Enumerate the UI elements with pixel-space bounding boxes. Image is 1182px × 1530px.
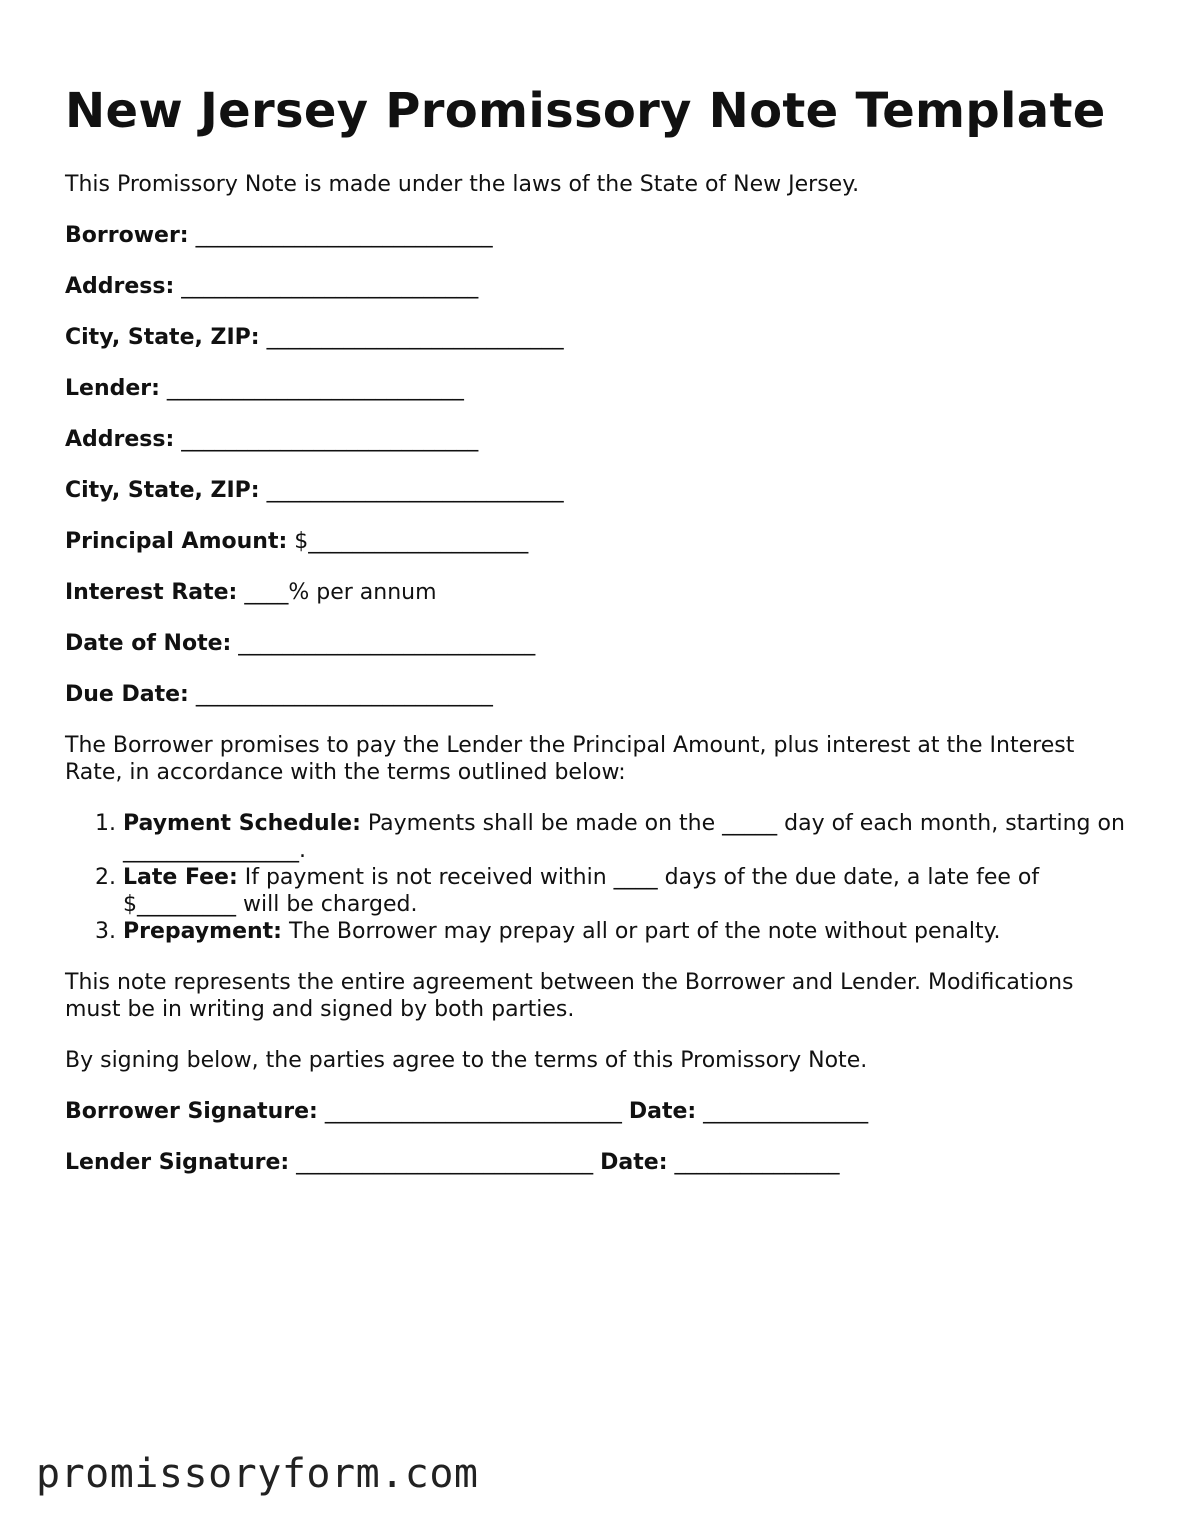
field-date-of-note (65, 630, 1125, 657)
field-blank: ___________________________ (231, 631, 536, 656)
field-lender-address (65, 426, 1125, 453)
terms-list (65, 810, 1125, 945)
field-principal-amount (65, 528, 1125, 555)
field-label: Date of Note: (65, 631, 232, 656)
field-interest-rate (65, 579, 1125, 606)
term-label: Payment Schedule: (123, 811, 361, 836)
field-label: Address: (65, 274, 175, 299)
field-label: City, State, ZIP: (65, 325, 260, 350)
site-watermark: promissoryform.com (36, 1451, 479, 1497)
field-blank: ___________________________ (259, 478, 564, 503)
field-label: Borrower: (65, 223, 189, 248)
term-text: If payment is not received within ____ days of the due date, a late fee of $_________ will be charged. (123, 865, 1040, 917)
term-payment-schedule (123, 810, 1125, 864)
promise-paragraph: The Borrower promises to pay the Lender the Principal Amount, plus interest at the Interest Rate, in accordance with the terms outlined below: (65, 733, 1075, 785)
field-lender-city-state-zip (65, 477, 1125, 504)
term-label: Prepayment: (123, 919, 282, 944)
field-borrower-address (65, 273, 1125, 300)
signature-blank: ___________________________ (317, 1099, 629, 1124)
term-late-fee (123, 864, 1125, 918)
signature-blank: ___________________________ (289, 1150, 601, 1175)
date-blank: _______________ (667, 1150, 840, 1175)
signing-statement: By signing below, the parties agree to the terms of this Promissory Note. (65, 1048, 868, 1073)
field-borrower (65, 222, 1125, 249)
field-blank: $____________________ (287, 529, 529, 554)
field-label: Address: (65, 427, 175, 452)
field-lender (65, 375, 1125, 402)
date-blank: _______________ (696, 1099, 869, 1124)
date-label: Date: (600, 1150, 668, 1175)
field-blank: ___________________________ (174, 427, 479, 452)
lender-signature-line (65, 1149, 1125, 1176)
entire-agreement-paragraph: This note represents the entire agreement between the Borrower and Lender. Modifications must be in writing and signed by both parties. (65, 970, 1074, 1022)
date-label: Date: (628, 1099, 697, 1124)
field-label: Lender: (65, 376, 160, 401)
document-page (65, 82, 1125, 1176)
term-label: Late Fee: (123, 865, 238, 890)
field-blank: ____% per annum (237, 580, 437, 605)
term-text: The Borrower may prepay all or part of the note without penalty. (281, 919, 1001, 944)
field-label: Interest Rate: (65, 580, 238, 605)
field-blank: ___________________________ (174, 274, 479, 299)
signature-label: Borrower Signature: (65, 1099, 318, 1124)
field-blank: ___________________________ (159, 376, 464, 401)
field-blank: ___________________________ (259, 325, 564, 350)
borrower-signature-line (65, 1098, 1125, 1125)
field-blank: ___________________________ (188, 682, 493, 707)
page-title: New Jersey Promissory Note Template (65, 83, 1106, 139)
field-label: City, State, ZIP: (65, 478, 260, 503)
term-prepayment (123, 918, 1125, 945)
field-label: Due Date: (65, 682, 189, 707)
field-borrower-city-state-zip (65, 324, 1125, 351)
field-due-date (65, 681, 1125, 708)
intro-text: This Promissory Note is made under the laws of the State of New Jersey. (65, 172, 860, 197)
field-blank: ___________________________ (188, 223, 493, 248)
field-label: Principal Amount: (65, 529, 288, 554)
term-text: Payments shall be made on the _____ day of each month, starting on ________________. (123, 811, 1125, 863)
signature-label: Lender Signature: (65, 1150, 290, 1175)
